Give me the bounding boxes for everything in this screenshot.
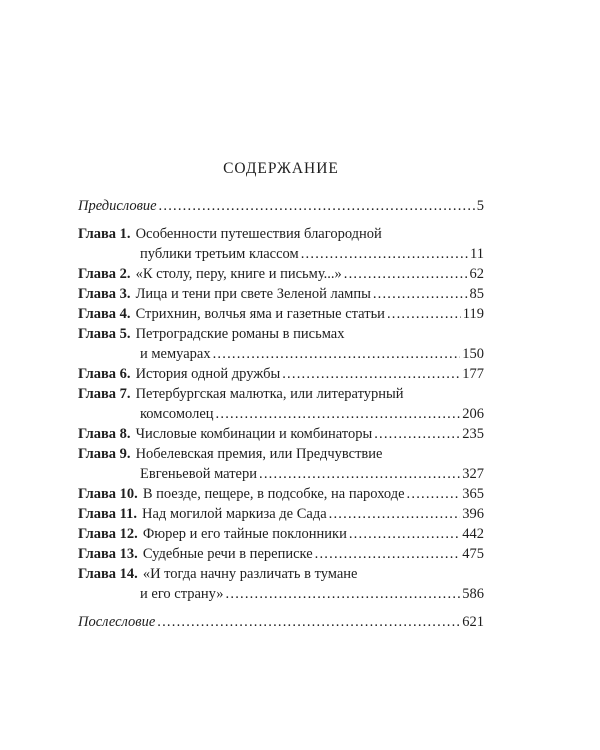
chapter-label: Глава 5. xyxy=(78,326,131,342)
dot-leader xyxy=(259,464,460,484)
chapter-label: Глава 8. xyxy=(78,426,131,442)
dot-leader xyxy=(344,264,468,284)
chapter-title-line: В поезде, пещере, в подсобке, на пароходе xyxy=(142,486,405,502)
chapter-label: Глава 11. xyxy=(78,506,138,522)
toc-entry-chapter-5[interactable] xyxy=(78,324,484,364)
toc-page-number: 119 xyxy=(462,306,484,322)
toc-page-number: 177 xyxy=(462,366,484,382)
chapter-title-line: Фюрер и его тайные поклонники xyxy=(142,526,347,542)
chapter-title-line: Лица и тени при свете Зеленой лампы xyxy=(135,286,371,302)
chapter-label: Глава 2. xyxy=(78,266,131,282)
chapter-list xyxy=(78,224,484,604)
chapter-title-line: Нобелевская премия, или Предчувствие xyxy=(135,446,383,462)
chapter-title-line: Петроградские романы в письмах xyxy=(135,326,345,342)
dot-leader xyxy=(329,504,461,524)
dot-leader xyxy=(282,364,460,384)
toc-page-number: 442 xyxy=(462,526,484,542)
chapter-title-line: комсомолец xyxy=(140,406,214,422)
table-of-contents xyxy=(78,160,484,632)
chapter-label: Глава 7. xyxy=(78,386,131,402)
toc-page-number: 475 xyxy=(462,546,484,562)
dot-leader xyxy=(387,304,461,324)
toc-entry-chapter-7[interactable] xyxy=(78,384,484,424)
toc-entry-chapter-8[interactable] xyxy=(78,424,484,444)
dot-leader xyxy=(315,544,461,564)
toc-entry-chapter-9[interactable] xyxy=(78,444,484,484)
toc-page-number: 235 xyxy=(462,426,484,442)
chapter-title-line: «К столу, перу, книге и письму...» xyxy=(135,266,342,282)
chapter-label: Глава 13. xyxy=(78,546,138,562)
dot-leader xyxy=(373,284,468,304)
chapter-label: Глава 10. xyxy=(78,486,138,502)
dot-leader xyxy=(301,244,468,264)
toc-page-number: 5 xyxy=(476,198,484,214)
chapter-label: Глава 3. xyxy=(78,286,131,302)
dot-leader xyxy=(349,524,460,544)
toc-page-number: 396 xyxy=(462,506,484,522)
toc-entry-chapter-10[interactable] xyxy=(78,484,484,504)
toc-page-number: 62 xyxy=(469,266,484,282)
dot-leader xyxy=(213,344,461,364)
dot-leader xyxy=(216,404,461,424)
chapter-title-line: Над могилой маркиза де Сада xyxy=(142,506,327,522)
toc-page-number: 206 xyxy=(462,406,484,422)
chapter-title-line: Стрихнин, волчья яма и газетные статьи xyxy=(135,306,385,322)
dot-leader xyxy=(226,584,461,604)
dot-leader xyxy=(157,612,460,632)
chapter-label: Глава 12. xyxy=(78,526,138,542)
chapter-title-line: и его страну» xyxy=(140,586,224,602)
chapter-title-line: Петербургская малютка, или литературный xyxy=(135,386,404,402)
chapter-label: Глава 9. xyxy=(78,446,131,462)
chapter-title-line: Евгеньевой матери xyxy=(140,466,258,482)
toc-entry-title: Предисловие xyxy=(78,198,157,214)
toc-page-number: 327 xyxy=(462,466,484,482)
toc-page-number: 150 xyxy=(462,346,484,362)
toc-entry-chapter-11[interactable] xyxy=(78,504,484,524)
chapter-label: Глава 14. xyxy=(78,566,138,582)
chapter-label: Глава 6. xyxy=(78,366,131,382)
page-title: СОДЕРЖАНИЕ xyxy=(223,160,339,177)
chapter-label: Глава 1. xyxy=(78,226,131,242)
toc-entry-chapter-1[interactable] xyxy=(78,224,484,264)
toc-page-number: 365 xyxy=(462,486,484,502)
toc-page-number: 11 xyxy=(470,246,484,262)
toc-entry-chapter-4[interactable] xyxy=(78,304,484,324)
toc-page-number: 85 xyxy=(469,286,484,302)
chapter-title-line: Числовые комбинации и комбинаторы xyxy=(135,426,373,442)
toc-page-number: 586 xyxy=(462,586,484,602)
toc-entry-title: Послесловие xyxy=(78,614,156,630)
dot-leader xyxy=(407,484,461,504)
dot-leader xyxy=(374,424,460,444)
toc-entry-chapter-14[interactable] xyxy=(78,564,484,604)
chapter-title-line: и мемуарах xyxy=(140,346,211,362)
chapter-title-line: История одной дружбы xyxy=(135,366,281,382)
chapter-title-line: Судебные речи в переписке xyxy=(142,546,313,562)
toc-entry-chapter-2[interactable] xyxy=(78,264,484,284)
toc-entry-chapter-13[interactable] xyxy=(78,544,484,564)
toc-entry-chapter-6[interactable] xyxy=(78,364,484,384)
toc-entry-preface[interactable] xyxy=(78,196,484,216)
chapter-title-line: «И тогда начну различать в тумане xyxy=(142,566,358,582)
toc-entry-afterword[interactable] xyxy=(78,612,484,632)
toc-entry-chapter-12[interactable] xyxy=(78,524,484,544)
toc-page-number: 621 xyxy=(462,614,484,630)
chapter-title-line: публики третьим классом xyxy=(140,246,299,262)
toc-entry-chapter-3[interactable] xyxy=(78,284,484,304)
chapter-title-line: Особенности путешествия благородной xyxy=(135,226,382,242)
chapter-label: Глава 4. xyxy=(78,306,131,322)
dot-leader xyxy=(159,196,475,216)
